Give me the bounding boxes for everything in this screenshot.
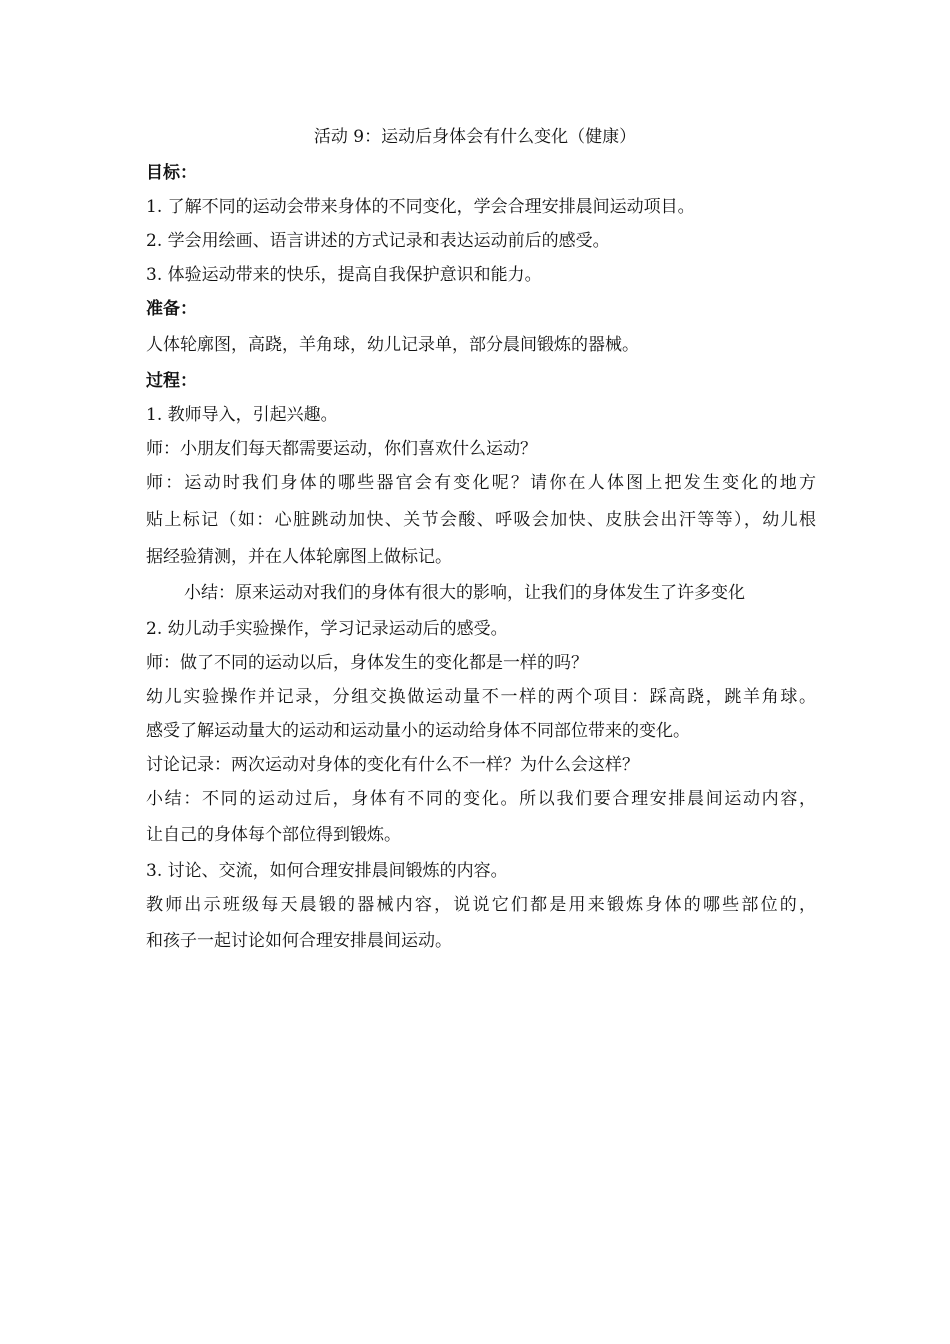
goals-heading: 目标： [146, 163, 197, 183]
preparation-text: 人体轮廓图，高跷，羊角球，幼儿记录单，部分晨间锻炼的器械。 [146, 335, 639, 355]
process-heading: 过程： [146, 371, 197, 391]
preparation-heading: 准备： [146, 299, 197, 319]
process-line: 让自己的身体每个部位得到锻炼。 [146, 825, 401, 845]
process-line: 师：小朋友们每天都需要运动，你们喜欢什么运动？ [146, 439, 537, 459]
process-line: 和孩子一起讨论如何合理安排晨间运动。 [146, 931, 452, 951]
process-line: 教师出示班级每天晨锻的器械内容，说说它们都是用来锻炼身体的哪些部位的， [146, 895, 816, 915]
process-line: 幼儿实验操作并记录，分组交换做运动量不一样的两个项目：踩高跷，跳羊角球。 [146, 687, 816, 707]
process-line: 讨论记录：两次运动对身体的变化有什么不一样？为什么会这样？ [146, 755, 639, 775]
goal-item-3: 3. 体验运动带来的快乐，提高自我保护意识和能力。 [146, 265, 542, 285]
process-line: 感受了解运动量大的运动和运动量小的运动给身体不同部位带来的变化。 [146, 721, 690, 741]
goal-item-2: 2. 学会用绘画、语言讲述的方式记录和表达运动前后的感受。 [146, 231, 610, 251]
summary-line: 小结：原来运动对我们的身体有很大的影响，让我们的身体发生了许多变化 [184, 583, 745, 603]
process-line: 贴上标记（如：心脏跳动加快、关节会酸、呼吸会加快、皮肤会出汗等等），幼儿根 [146, 510, 816, 530]
process-line: 1. 教师导入，引起兴趣。 [146, 405, 338, 425]
process-line: 师：做了不同的运动以后，身体发生的变化都是一样的吗？ [146, 653, 588, 673]
process-line: 2. 幼儿动手实验操作，学习记录运动后的感受。 [146, 619, 508, 639]
goal-item-1: 1. 了解不同的运动会带来身体的不同变化，学会合理安排晨间运动项目。 [146, 197, 695, 217]
process-line: 小结：不同的运动过后，身体有不同的变化。所以我们要合理安排晨间运动内容， [146, 789, 816, 809]
process-line: 据经验猜测，并在人体轮廓图上做标记。 [146, 547, 452, 567]
page-title: 活动 9：运动后身体会有什么变化（健康） [313, 127, 637, 147]
process-line: 3. 讨论、交流，如何合理安排晨间锻炼的内容。 [146, 861, 508, 881]
process-line: 师：运动时我们身体的哪些器官会有变化呢？请你在人体图上把发生变化的地方 [146, 473, 816, 493]
